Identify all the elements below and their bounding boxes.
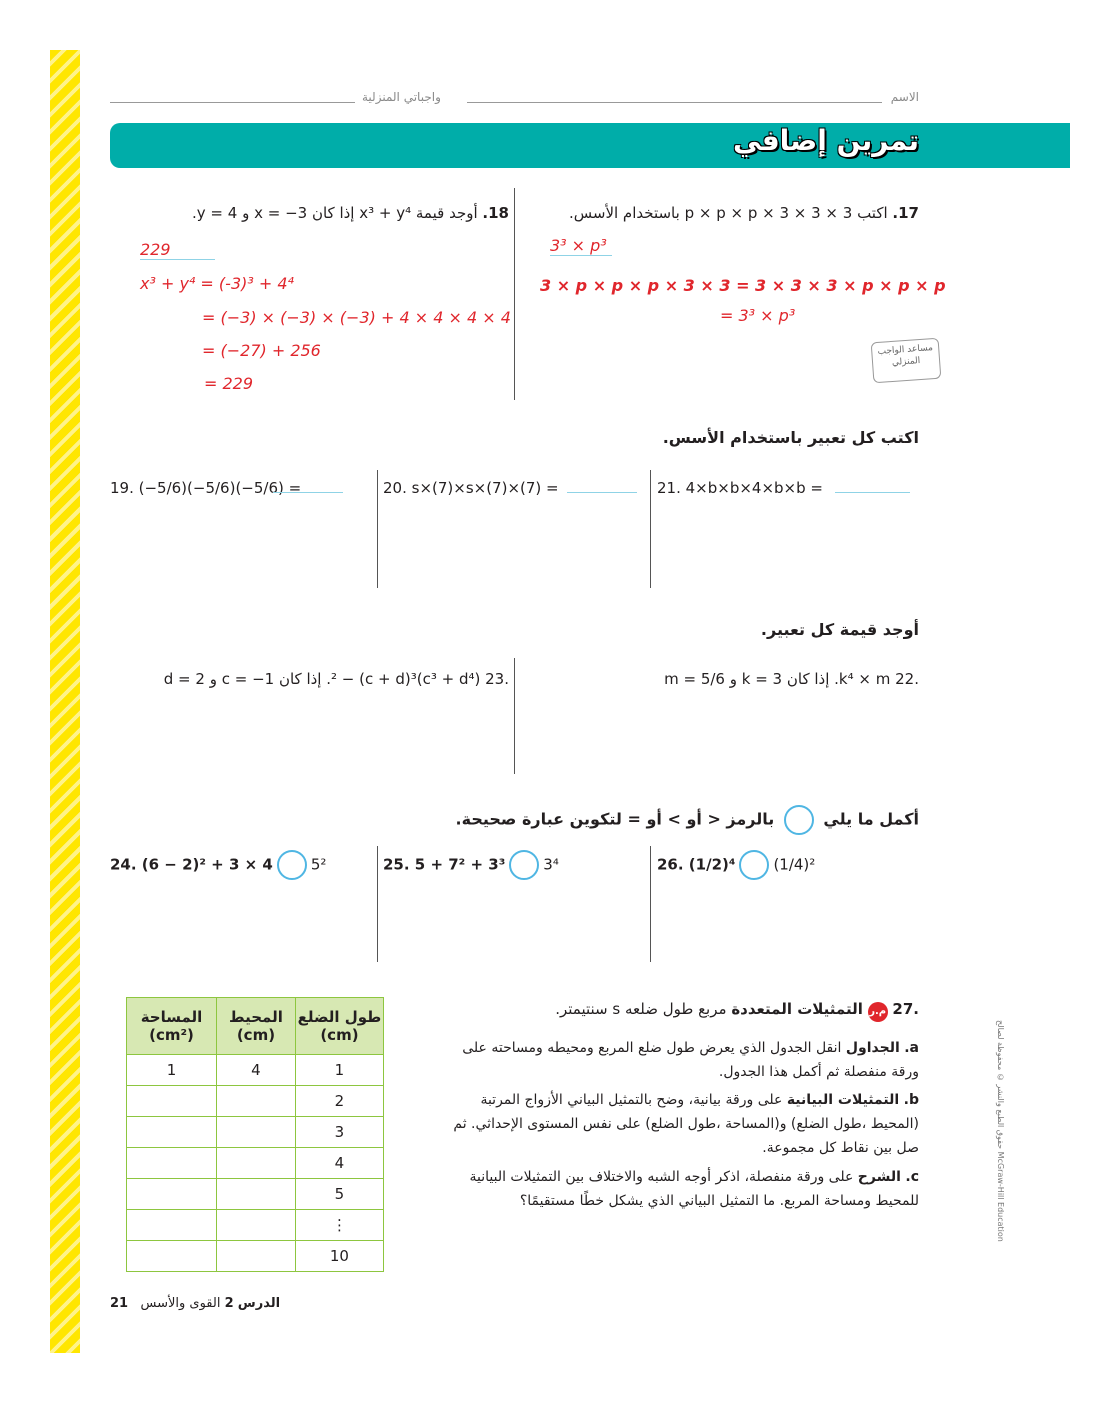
q24 [110, 850, 326, 880]
part-label: c. [905, 1169, 919, 1185]
table-cell[interactable] [127, 1241, 217, 1272]
q20: 20. s×(7)×s×(7)×(7) = [383, 479, 559, 497]
divider [377, 470, 378, 588]
homework-helper-badge[interactable]: مساعد الواجب المنزلي [871, 338, 942, 384]
part-text: انقل الجدول الذي يعرض طول ضلع المربع ومحيطه ومساحته على ورقة منفصلة ثم أكمل هذا الجدول. [462, 1040, 919, 1080]
divider [377, 846, 378, 962]
part-label: b. [903, 1092, 919, 1108]
q24-left: 24. (6 − 2)² + 3 × 4 [110, 855, 273, 874]
table-cell[interactable] [127, 1210, 217, 1241]
q18-prompt [109, 204, 509, 222]
q18-work-4: = 229 [204, 374, 254, 393]
circle-icon [784, 805, 814, 835]
q18-work-1: x³ + y⁴ = (-3)³ + 4⁴ [140, 274, 294, 293]
q25-right: 3⁴ [543, 855, 559, 874]
q26-right: (1/4)² [773, 855, 816, 874]
table-row [127, 1117, 384, 1148]
table-cell: 3 [295, 1117, 383, 1148]
divider [650, 470, 651, 588]
col-header-side: طول الضلع (cm) [295, 998, 383, 1055]
part-label: a. [904, 1040, 919, 1056]
q25-left: 25. 5 + 7² + 3³ [383, 855, 506, 874]
q21: 21. 4×b×b×4×b×b = [657, 479, 823, 497]
heading-part: أكمل ما يلي [823, 809, 919, 829]
table-cell: 10 [295, 1241, 383, 1272]
q18-answer[interactable]: 229 [140, 240, 215, 260]
table-cell[interactable] [217, 1148, 296, 1179]
table-cell[interactable] [127, 1148, 217, 1179]
section-heading-evaluate: أوجد قيمة كل تعبير. [760, 620, 919, 639]
part-title: الشرح [857, 1169, 901, 1185]
q21-answer[interactable] [835, 478, 910, 493]
table-row [127, 1241, 384, 1272]
q17-work-1: 3 × p × p × p × 3 × 3 = 3 × 3 × 3 × p × p × p [540, 276, 946, 295]
q27-prompt [419, 1000, 919, 1022]
homework-label: واجباتي المنزلية [362, 90, 441, 104]
divider [514, 658, 515, 774]
title-banner [110, 123, 1070, 168]
q17-text: اكتب 3 × p × p × p × 3 × 3 باستخدام الأسس. [568, 204, 888, 222]
section-heading-exponents: اكتب كل تعبير باستخدام الأسس. [662, 428, 919, 447]
homework-line [110, 102, 355, 103]
q17-work-2: = 3³ × p³ [720, 306, 796, 325]
q25 [383, 850, 559, 880]
q18-text: أوجد قيمة x³ + y⁴ إذا كان x = −3 و y = 4. [192, 204, 478, 222]
table-cell: 5 [295, 1179, 383, 1210]
q27-title: التمثيلات المتعددة [731, 1000, 863, 1018]
table-row [127, 1055, 384, 1086]
lesson-label: الدرس [237, 1296, 281, 1311]
part-title: التمثيلات البيانية [786, 1092, 900, 1108]
q26-left: 26. (1/2)⁴ [657, 855, 736, 874]
part-text: على ورقة بيانية، وضح بالتمثيل البياني الأزواج المرتبة (المحيط ،طول الضلع) و(المساحة ،طول الضلع) على نفس المستوى الإحداثي. ثم صل بين نقاط كل مجموعة. [453, 1092, 919, 1156]
part-text: على ورقة منفصلة، اذكر أوجه الشبه والاختلاف بين التمثيلات البيانية للمحيط ومساحة المربع. ما التمثيل البياني الذي يشكل خطًا مستقيمًا؟ [469, 1169, 919, 1209]
page-number: 21 [110, 1296, 129, 1311]
q20-answer[interactable] [567, 478, 637, 493]
table-row [127, 1086, 384, 1117]
q18-number: 18. [482, 204, 509, 222]
q27-part-c [449, 1165, 919, 1213]
table-cell: 1 [127, 1055, 217, 1086]
table-cell: 1 [295, 1055, 383, 1086]
section-heading-compare [456, 805, 919, 835]
heading-part: بالرمز < أو > أو = لتكوين عبارة صحيحة. [455, 809, 775, 829]
col-header-perimeter: المحيط (cm) [217, 998, 296, 1055]
name-line[interactable] [467, 102, 882, 103]
square-table [126, 997, 384, 1272]
table-cell: 4 [295, 1148, 383, 1179]
q22: .22 k⁴ × m. إذا كان k = 3 و m = 5/6 [664, 670, 919, 688]
q17-prompt [519, 204, 919, 222]
q27-number: .27 [892, 1000, 919, 1018]
col-header-area: المساحة (cm²) [127, 998, 217, 1055]
table-cell[interactable] [127, 1086, 217, 1117]
divider [514, 188, 515, 400]
name-label: الاسم [890, 90, 919, 104]
lesson-title: القوى والأسس [140, 1296, 221, 1311]
page-footer [110, 1296, 280, 1311]
q24-answer-circle[interactable] [277, 850, 307, 880]
q18-work-2: = (−3) × (−3) × (−3) + 4 × 4 × 4 × 4 [202, 308, 511, 327]
q18-work-3: = (−27) + 256 [202, 341, 321, 360]
q26 [657, 850, 815, 880]
copyright-notice: حقوق الطبع والنشر © محفوظة لصالح McGraw-Hill Education [996, 1020, 1005, 1242]
table-row [127, 1210, 384, 1241]
table-row [127, 1148, 384, 1179]
divider [650, 846, 651, 962]
table-cell[interactable] [127, 1179, 217, 1210]
q27-part-a [439, 1036, 919, 1084]
table-cell: ⋮ [295, 1210, 383, 1241]
multiple-representations-badge: م.ر [868, 1002, 888, 1022]
q25-answer-circle[interactable] [509, 850, 539, 880]
q17-number: 17. [892, 204, 919, 222]
q17-answer[interactable]: 3³ × p³ [550, 236, 612, 256]
q26-answer-circle[interactable] [739, 850, 769, 880]
q19: 19. (−5/6)(−5/6)(−5/6) = [110, 479, 302, 497]
table-cell[interactable] [217, 1179, 296, 1210]
table-cell[interactable] [217, 1117, 296, 1148]
yellow-edge-stripe [50, 50, 80, 1353]
q27-part-b [439, 1088, 919, 1160]
table-cell[interactable] [217, 1086, 296, 1117]
part-title: الجداول [845, 1040, 900, 1056]
lesson-number: 2 [224, 1296, 234, 1311]
q23: .23 (c³ + d⁴)² − (c + d)³. إذا كان c = −1 و d = 2 [163, 670, 509, 688]
table-cell: 2 [295, 1086, 383, 1117]
table-cell[interactable] [217, 1210, 296, 1241]
table-cell[interactable] [217, 1241, 296, 1272]
table-cell: 4 [217, 1055, 296, 1086]
q24-right: 5² [310, 855, 327, 874]
table-cell[interactable] [127, 1117, 217, 1148]
q19-answer[interactable] [273, 478, 343, 493]
table-row [127, 1179, 384, 1210]
page-title: تمرين إضافي [733, 124, 919, 157]
q27-text: مربع طول ضلعه s سنتيمتر. [555, 1000, 727, 1018]
